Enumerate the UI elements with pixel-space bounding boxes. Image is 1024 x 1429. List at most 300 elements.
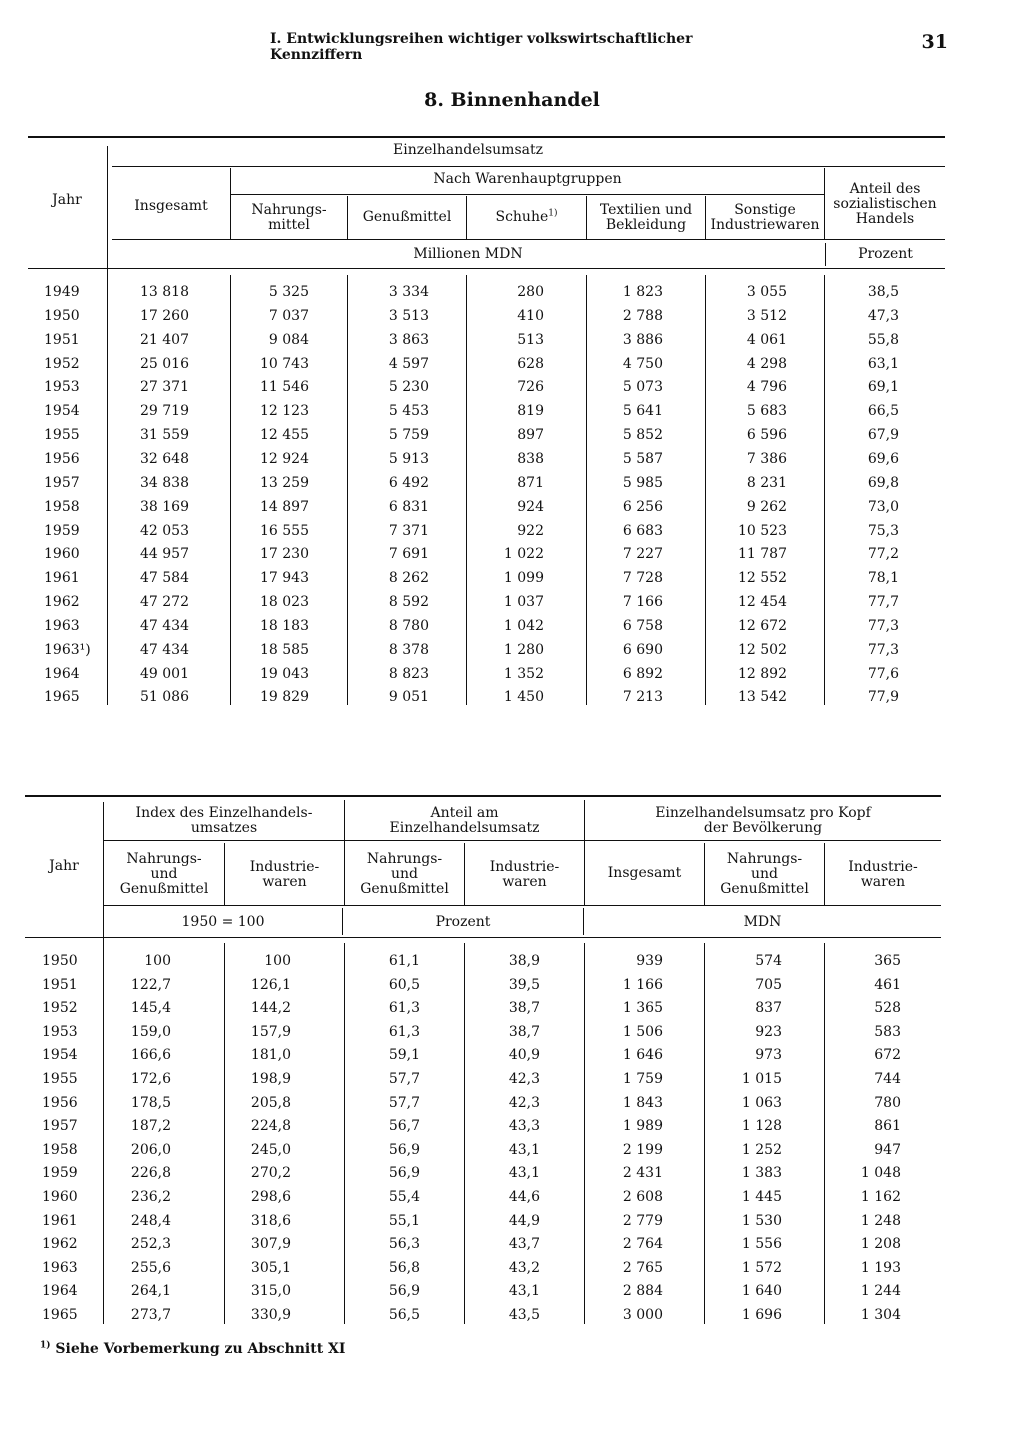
table-cell: 726: [517, 379, 544, 396]
table-cell: 5 325: [268, 284, 309, 300]
table2-group-rule: [104, 840, 941, 841]
table-cell: 18 183: [260, 617, 309, 634]
table-cell: 6 683: [622, 522, 663, 539]
row-year: 1961: [44, 570, 80, 587]
table-cell: 73,0: [867, 498, 899, 515]
table-cell: 43,2: [508, 1259, 540, 1276]
table-cell: 7 227: [622, 546, 663, 563]
table-cell: 12 502: [738, 641, 787, 658]
table-cell: 1 244: [860, 1283, 901, 1300]
food-line3: Genußmittel: [720, 881, 809, 897]
table-cell: 59,1: [388, 1047, 420, 1064]
table-cell: 21 407: [140, 331, 189, 348]
table-cell: 1 063: [741, 1094, 782, 1111]
table-cell: 13 542: [738, 689, 787, 706]
table-cell: 17 943: [260, 570, 309, 587]
table-cell: 1 556: [741, 1236, 782, 1253]
table-cell: 255,6: [130, 1259, 171, 1276]
table-cell: 5 985: [622, 474, 663, 491]
table2-header-total: Insgesamt: [607, 865, 682, 881]
row-year: 1965: [42, 1307, 78, 1323]
table-cell: 144,2: [250, 1000, 291, 1017]
table-cell: 8 262: [388, 570, 429, 587]
table-cell: 5 683: [746, 403, 787, 420]
table-cell: 1 572: [741, 1259, 782, 1276]
table-cell: 8 231: [746, 474, 787, 491]
table-cell: 1 015: [741, 1071, 782, 1087]
table-cell: 9 084: [268, 331, 309, 348]
table-cell: 939: [636, 953, 663, 969]
table-cell: 1 042: [503, 617, 544, 634]
table-cell: 47 584: [140, 570, 189, 587]
table-cell: 1 208: [860, 1236, 901, 1253]
table-cell: 32 648: [140, 450, 189, 467]
table-cell: 55,4: [388, 1189, 420, 1205]
table2-header-index-line2: umsatzes: [190, 820, 258, 836]
row-year: 1954: [44, 403, 80, 420]
table-cell: 2 608: [622, 1189, 663, 1205]
table-cell: 923: [755, 1023, 782, 1040]
table-cell: 837: [755, 1000, 782, 1017]
table-cell: 6 492: [388, 474, 429, 491]
footnote: [40, 1341, 540, 1357]
table-cell: 780: [874, 1094, 901, 1111]
table-cell: 19 829: [260, 689, 309, 706]
table-cell: 56,8: [388, 1259, 420, 1276]
table-cell: 25 016: [140, 355, 189, 372]
row-year: 1957: [42, 1118, 78, 1135]
table-cell: 13 259: [260, 474, 309, 491]
table-cell: 245,0: [250, 1141, 291, 1158]
table-cell: 1 843: [622, 1094, 663, 1111]
table-cell: 55,8: [867, 331, 899, 348]
table-cell: 6 596: [746, 427, 787, 444]
table-cell: 56,3: [388, 1236, 420, 1253]
table-cell: 861: [874, 1118, 901, 1135]
table-cell: 3 513: [388, 307, 429, 324]
table-cell: 44 957: [140, 546, 189, 563]
row-year: 1963: [42, 1259, 78, 1276]
table-cell: 3 886: [622, 331, 663, 348]
table-cell: 315,0: [250, 1283, 291, 1300]
table-cell: 1 048: [860, 1165, 901, 1182]
table-cell: 4 298: [746, 355, 787, 372]
table-cell: 29 719: [140, 403, 189, 420]
ind-line1: Industrie-: [848, 859, 918, 875]
table-cell: 38,5: [867, 284, 899, 300]
table2-header-per-capita-line2: der Bevölkerung: [703, 820, 823, 836]
table-cell: 1 304: [860, 1307, 901, 1323]
table2-header-bottom-rule: [25, 937, 941, 938]
table-cell: 2 884: [622, 1283, 663, 1300]
footnote-mark: 1): [40, 1340, 51, 1351]
table1-header-other-line1: Sonstige: [734, 202, 796, 218]
table-cell: 43,1: [508, 1141, 540, 1158]
table-cell: 5 453: [388, 403, 429, 420]
table-cell: 42,3: [508, 1094, 540, 1111]
row-year: 1953: [42, 1023, 78, 1040]
table-cell: 1 450: [503, 689, 544, 706]
table-cell: 8 780: [388, 617, 429, 634]
row-year: 1955: [42, 1071, 78, 1087]
table-cell: 77,3: [867, 641, 899, 658]
table-cell: 3 512: [746, 307, 787, 324]
table-cell: 75,3: [867, 522, 899, 539]
table1-header-bottom-rule: [28, 268, 945, 269]
table-cell: 57,7: [388, 1094, 420, 1111]
footnote-ref: 1): [548, 208, 558, 219]
table-cell: 61,1: [388, 953, 420, 969]
table-cell: 947: [874, 1141, 901, 1158]
table-cell: 44,6: [508, 1189, 540, 1205]
table-cell: 1 128: [741, 1118, 782, 1135]
table-cell: 1 280: [503, 641, 544, 658]
table1-header-share-line2: sozialistischen: [833, 196, 937, 212]
table-cell: 574: [755, 953, 782, 969]
row-year: 1953: [44, 379, 80, 396]
table1-header-total: Insgesamt: [134, 198, 208, 214]
table2-unit-rule: [104, 905, 941, 906]
table1-header-group: Einzelhandelsumsatz: [393, 142, 543, 158]
table-cell: 2 431: [622, 1165, 663, 1182]
table-cell: 7 037: [268, 307, 309, 324]
table2-unit-percent: Prozent: [435, 914, 491, 930]
table-cell: 1 445: [741, 1189, 782, 1205]
table-cell: 1 640: [741, 1283, 782, 1300]
food-line2: und: [751, 866, 778, 882]
table-cell: 2 788: [622, 307, 663, 324]
table-cell: 56,7: [388, 1118, 420, 1135]
table-cell: 18 585: [260, 641, 309, 658]
table1-header-food-line1: Nahrungs-: [251, 202, 327, 218]
table-cell: 166,6: [130, 1047, 171, 1064]
table1-header-textiles: [587, 203, 705, 233]
table-cell: 1 506: [622, 1023, 663, 1040]
row-year: 1952: [44, 355, 80, 372]
table-cell: 1 193: [860, 1259, 901, 1276]
row-year: 1954: [42, 1047, 78, 1064]
row-year: 1956: [42, 1094, 78, 1111]
table1-header-shoes-label: Schuhe: [495, 209, 549, 225]
table-cell: 205,8: [250, 1094, 291, 1111]
table-cell: 1 162: [860, 1189, 901, 1205]
table-cell: 17 260: [140, 307, 189, 324]
table-cell: 12 455: [260, 427, 309, 444]
table-cell: 47 434: [140, 641, 189, 658]
table-cell: 77,3: [867, 617, 899, 634]
table-cell: 1 989: [622, 1118, 663, 1135]
table-cell: 672: [874, 1047, 901, 1064]
table-cell: 871: [517, 474, 544, 491]
table-cell: 1 383: [741, 1165, 782, 1182]
table-cell: 18 023: [260, 594, 309, 611]
table-cell: 7 728: [622, 570, 663, 587]
table-cell: 34 838: [140, 474, 189, 491]
table1-unit-percent: Prozent: [858, 246, 913, 262]
table2-header-share-line2: Einzelhandelsumsatz: [389, 820, 540, 836]
table-cell: 224,8: [250, 1118, 291, 1135]
table-cell: 1 696: [741, 1307, 782, 1323]
food-line2: und: [150, 866, 178, 882]
table-cell: 4 750: [622, 355, 663, 372]
table1-subgroup-rule: [231, 194, 824, 195]
table-cell: 43,1: [508, 1165, 540, 1182]
table-cell: 330,9: [250, 1307, 291, 1323]
table-cell: 583: [874, 1023, 901, 1040]
row-year: 1951: [44, 331, 80, 348]
table2-header-food-index: [104, 852, 224, 897]
table-cell: 77,9: [867, 689, 899, 706]
table-cell: 922: [517, 522, 544, 539]
table1-header-food-line2: mittel: [268, 217, 310, 233]
table-cell: 4 061: [746, 331, 787, 348]
row-year: 1962: [44, 594, 80, 611]
table-cell: 1 248: [860, 1212, 901, 1229]
table2-header-share-line1: Anteil am: [430, 805, 499, 821]
table-cell: 51 086: [140, 689, 189, 706]
table-cell: 5 230: [388, 379, 429, 396]
table-cell: 172,6: [130, 1071, 171, 1087]
table-cell: 3 055: [746, 284, 787, 300]
page-number: 31: [921, 31, 948, 53]
ind-line2: waren: [860, 874, 906, 890]
table-cell: 12 454: [738, 594, 787, 611]
table-cell: 7 386: [746, 450, 787, 467]
table-cell: 11 546: [260, 379, 309, 396]
table-cell: 513: [517, 331, 544, 348]
table-cell: 9 262: [746, 498, 787, 515]
table-cell: 47,3: [867, 307, 899, 324]
table-cell: 2 764: [622, 1236, 663, 1253]
table-cell: 69,1: [867, 379, 899, 396]
ind-line1: Industrie-: [489, 859, 560, 875]
row-year: 1951: [42, 976, 78, 993]
table-cell: 181,0: [250, 1047, 291, 1064]
table-cell: 19 043: [260, 665, 309, 682]
table1-group-rule: [112, 166, 945, 167]
table-cell: 60,5: [388, 976, 420, 993]
table-cell: 318,6: [250, 1212, 291, 1229]
table-cell: 42,3: [508, 1071, 540, 1087]
table-cell: 5 641: [622, 403, 663, 420]
running-title: I. Entwicklungsreihen wichtiger volkswirtschaftlicher Kennziffern: [270, 31, 693, 63]
food-line1: Nahrungs-: [366, 851, 443, 867]
table-cell: 461: [874, 976, 901, 993]
table-cell: 12 892: [738, 665, 787, 682]
table-cell: 1 530: [741, 1212, 782, 1229]
table-cell: 55,1: [388, 1212, 420, 1229]
table2-header-index-line1: Index des Einzelhandels-: [135, 805, 313, 821]
table-cell: 56,9: [388, 1141, 420, 1158]
row-year: 1963: [44, 617, 80, 634]
table-cell: 1 365: [622, 1000, 663, 1017]
row-year: 1958: [44, 498, 80, 515]
table-cell: 100: [144, 953, 171, 969]
table1-header-share-line1: Anteil des: [849, 181, 921, 197]
table-cell: 43,1: [508, 1283, 540, 1300]
table1-header-share: [825, 182, 945, 227]
table-cell: 924: [517, 498, 544, 515]
table-cell: 4 597: [388, 355, 429, 372]
table2-unit-mdn: MDN: [743, 914, 782, 930]
row-year: 1965: [44, 689, 80, 706]
table-cell: 3 334: [388, 284, 429, 300]
table-cell: 5 587: [622, 450, 663, 467]
row-year: 1962: [42, 1236, 78, 1253]
row-year: 1958: [42, 1141, 78, 1158]
table-cell: 6 256: [622, 498, 663, 515]
food-line3: Genußmittel: [119, 881, 209, 897]
table2-header-ind-capita: [825, 860, 941, 890]
table-cell: 1 252: [741, 1141, 782, 1158]
table-cell: 365: [874, 953, 901, 969]
table-cell: 248,4: [130, 1212, 171, 1229]
ind-line2: waren: [502, 874, 547, 890]
table-cell: 1 037: [503, 594, 544, 611]
table-cell: 4 796: [746, 379, 787, 396]
table-cell: 6 758: [622, 617, 663, 634]
table-cell: 8 592: [388, 594, 429, 611]
row-year: 1961: [42, 1212, 78, 1229]
table2-top-rule: [25, 795, 941, 797]
table-cell: 6 831: [388, 498, 429, 515]
food-line1: Nahrungs-: [726, 851, 803, 867]
table-cell: 11 787: [738, 546, 787, 563]
table-cell: 8 823: [388, 665, 429, 682]
table-cell: 3 863: [388, 331, 429, 348]
table1-header-other-line2: Industriewaren: [710, 217, 820, 233]
row-year: 1960: [42, 1189, 78, 1205]
table-cell: 69,8: [867, 474, 899, 491]
table2-unit-index: 1950 = 100: [181, 914, 265, 930]
table-cell: 528: [874, 1000, 901, 1017]
row-year: 1950: [42, 953, 78, 969]
table-cell: 56,5: [388, 1307, 420, 1323]
table-cell: 1 646: [622, 1047, 663, 1064]
row-year: 1964: [44, 665, 80, 682]
row-year: 1963¹): [44, 641, 91, 658]
table-cell: 5 852: [622, 427, 663, 444]
table2-header-per-capita: [585, 806, 941, 836]
table2-header-year: Jahr: [49, 858, 79, 874]
row-year: 1959: [42, 1165, 78, 1182]
table-cell: 705: [755, 976, 782, 993]
table1-header-textiles-line2: Bekleidung: [605, 217, 687, 233]
food-line3: Genußmittel: [360, 881, 449, 897]
food-line1: Nahrungs-: [126, 851, 202, 867]
row-year: 1959: [44, 522, 80, 539]
table-cell: 67,9: [867, 427, 899, 444]
table-cell: 12 552: [738, 570, 787, 587]
table-cell: 17 230: [260, 546, 309, 563]
table-cell: 47 272: [140, 594, 189, 611]
table-cell: 1 099: [503, 570, 544, 587]
table-cell: 159,0: [130, 1023, 171, 1040]
table-cell: 270,2: [250, 1165, 291, 1182]
table-cell: 122,7: [130, 976, 171, 993]
table-cell: 39,5: [508, 976, 540, 993]
table-cell: 7 213: [622, 689, 663, 706]
table-cell: 77,7: [867, 594, 899, 611]
table-cell: 14 897: [260, 498, 309, 515]
table-cell: 1 166: [622, 976, 663, 993]
table-cell: 226,8: [130, 1165, 171, 1182]
table1-top-rule: [28, 136, 945, 138]
table-cell: 157,9: [250, 1023, 291, 1040]
table-cell: 6 892: [622, 665, 663, 682]
table-cell: 410: [517, 307, 544, 324]
table-cell: 66,5: [867, 403, 899, 420]
section-title: 8. Binnenhandel: [424, 89, 600, 111]
table2-header-food-share: [345, 852, 464, 897]
table-cell: 9 051: [388, 689, 429, 706]
row-year: 1960: [44, 546, 80, 563]
table-cell: 1 759: [622, 1071, 663, 1087]
table-cell: 47 434: [140, 617, 189, 634]
table-cell: 12 123: [260, 403, 309, 420]
table1-header-luxury: Genußmittel: [362, 209, 452, 225]
table-cell: 56,9: [388, 1283, 420, 1300]
table2-header-per-capita-line1: Einzelhandelsumsatz pro Kopf: [655, 805, 871, 821]
table-cell: 43,3: [508, 1118, 540, 1135]
table-cell: 43,7: [508, 1236, 540, 1253]
table-cell: 7 371: [388, 522, 429, 539]
table-cell: 198,9: [250, 1071, 291, 1087]
table-cell: 16 555: [260, 522, 309, 539]
table1-unit-rule: [112, 239, 945, 240]
ind-line2: waren: [262, 874, 307, 890]
table-cell: 252,3: [130, 1236, 171, 1253]
table1-header-textiles-line1: Textilien und: [599, 202, 693, 218]
table-cell: 31 559: [140, 427, 189, 444]
table-cell: 973: [755, 1047, 782, 1064]
row-year: 1950: [44, 307, 80, 324]
table-cell: 10 523: [738, 522, 787, 539]
table1-header-share-line3: Handels: [855, 211, 915, 227]
table-cell: 38,7: [508, 1023, 540, 1040]
table-cell: 57,7: [388, 1071, 420, 1087]
table-cell: 5 759: [388, 427, 429, 444]
table-cell: 3 000: [622, 1307, 663, 1323]
table-cell: 13 818: [140, 284, 189, 300]
table2-header-food-capita: [705, 852, 824, 897]
row-year: 1952: [42, 1000, 78, 1017]
ind-line1: Industrie-: [249, 859, 320, 875]
table-cell: 10 743: [260, 355, 309, 372]
table1-header-shoes: [467, 210, 586, 225]
table-cell: 298,6: [250, 1189, 291, 1205]
table-cell: 628: [517, 355, 544, 372]
table-cell: 1 352: [503, 665, 544, 682]
table-cell: 63,1: [867, 355, 899, 372]
row-year: 1957: [44, 474, 80, 491]
table-cell: 27 371: [140, 379, 189, 396]
row-year: 1955: [44, 427, 80, 444]
table-cell: 2 765: [622, 1259, 663, 1276]
table-cell: 273,7: [130, 1307, 171, 1323]
table-cell: 264,1: [130, 1283, 171, 1300]
table-cell: 56,9: [388, 1165, 420, 1182]
food-line2: und: [391, 866, 418, 882]
table-cell: 744: [874, 1071, 901, 1087]
table-cell: 2 199: [622, 1141, 663, 1158]
table2-header-ind-share: [465, 860, 584, 890]
row-year: 1949: [44, 284, 80, 300]
table-cell: 77,2: [867, 546, 899, 563]
table2-header-index: [104, 806, 344, 836]
table1-unit-mdn: Millionen MDN: [413, 246, 523, 262]
table-cell: 38,7: [508, 1000, 540, 1017]
